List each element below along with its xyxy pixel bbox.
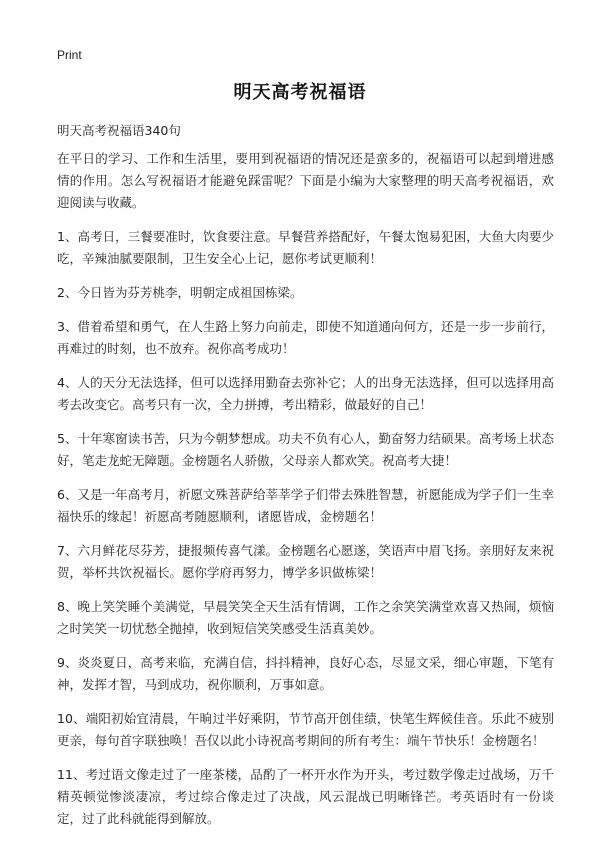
- list-item: 3、借着希望和勇气，在人生路上努力向前走，即使不知道通向何方，还是一步一步前行，再难过的时刻，也不放弃。祝你高考成功！: [57, 319, 554, 356]
- list-item: 9、炎炎夏日，高考来临，充满自信，抖抖精神，良好心态，尽显文采，细心审题，下笔有神，发挥才智，马到成功，祝你顺利，万事如意。: [57, 655, 554, 692]
- list-item: 2、今日皆为芬芳桃李，明朝定成祖国栋梁。: [57, 285, 303, 300]
- list-item: 6、又是一年高考月，祈愿文殊菩萨给莘莘学子们带去殊胜智慧，祈愿能成为学子们一生幸福快乐的缘起！祈愿高考随愿顺利，诸愿皆成，金榜题名！: [57, 487, 554, 524]
- list-item: 10、端阳初始宜清晨，午晌过半好乘阴，节节高开创佳绩，快笔生辉候佳音。乐此不疲别更亲，每句首字联独唤！吾仅以此小诗祝高考期间的所有考生：端午节快乐！金榜题名！: [57, 711, 554, 748]
- list-item: 11、考过语文像走过了一座茶楼，品酌了一杯开水作为开头，考过数学像走过战场，万千精英顿觉惨淡凄凉，考过综合像走过了决战，风云混战已明晰锋芒。考英语时有一份谈定，过了此科就能得到解放。: [57, 767, 554, 826]
- list-item: 1、高考日，三餐要准时，饮食要注意。早餐营养搭配好，午餐太饱易犯困，大鱼大肉要少吃，辛辣油腻要限制，卫生安全心上记，愿你考试更顺利！: [57, 229, 554, 266]
- list-item: 8、晚上笑笑睡个美满觉，早晨笑笑全天生活有情调，工作之余笑笑满堂欢喜又热闹，烦恼之时笑笑一切忧愁全抛掉，收到短信笑笑感受生活真美妙。: [57, 599, 554, 636]
- list-item: 7、六月鲜花尽芬芳，捷报频传喜气漾。金榜题名心愿遂，笑语声中眉飞扬。亲朋好友来祝贺，举杯共饮祝福长。愿你学府再努力，博学多识做栋梁！: [57, 543, 554, 580]
- print-link[interactable]: Print: [57, 48, 82, 62]
- intro-paragraph: 在平日的学习、工作和生活里，要用到祝福语的情况还是蛮多的，祝福语可以起到增进感情的作用。怎么写祝福语才能避免踩雷呢？下面是小编为大家整理的明天高考祝福语，欢迎阅读与收藏。: [57, 151, 554, 210]
- list-item: 5、十年寒窗读书苦，只为今朝梦想成。功夫不负有心人，勤奋努力结硕果。高考场上状态好，笔走龙蛇无障题。金榜题名人骄傲，父母亲人都欢笑。祝高考大捷！: [57, 431, 554, 468]
- article-subtitle: 明天高考祝福语340句: [57, 123, 181, 138]
- article-body: [57, 148, 554, 842]
- page-title: 明天高考祝福语: [233, 82, 367, 103]
- list-item: 4、人的天分无法选择，但可以选择用勤奋去弥补它；人的出身无法选择，但可以选择用高考去改变它。高考只有一次，全力拼搏，考出精彩，做最好的自己！: [57, 375, 554, 412]
